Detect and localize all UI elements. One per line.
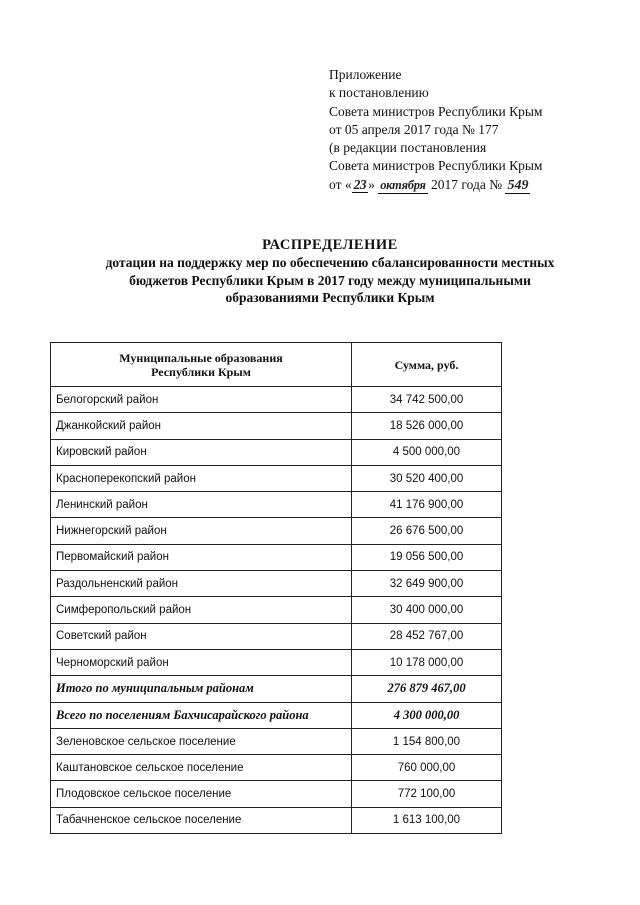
table-row — [51, 755, 502, 781]
municipality-name: Советский район — [51, 623, 352, 649]
subtitle-line: образованиями Республики Крым — [225, 290, 435, 305]
table-row — [51, 623, 502, 649]
municipality-name: Нижнегорский район — [51, 518, 352, 544]
annex-line: к постановлению — [329, 85, 429, 101]
table-row — [51, 676, 502, 702]
table-row — [51, 597, 502, 623]
municipality-name: Симферопольский район — [51, 597, 352, 623]
municipality-name: Красноперекопский район — [51, 465, 352, 491]
annex-date-prefix: от « — [329, 176, 352, 192]
subtitle-line: дотации на поддержку мер по обеспечению сбалансированности местных — [105, 255, 555, 270]
table-row — [51, 439, 502, 465]
table-row — [51, 728, 502, 754]
municipality-name: Каштановское сельское поселение — [51, 755, 352, 781]
table-row — [51, 807, 502, 833]
annex-block — [329, 66, 542, 194]
municipality-name: Раздольненский район — [51, 571, 352, 597]
sum-value: 1 154 800,00 — [352, 728, 502, 754]
sum-value: 32 649 900,00 — [352, 571, 502, 597]
annex-date-year: 2017 года № — [427, 176, 506, 192]
annex-line: Приложение — [329, 67, 402, 82]
sum-value: 4 500 000,00 — [352, 439, 502, 465]
header-municipality-line2: Республики Крым — [151, 364, 251, 379]
table-row — [51, 387, 502, 413]
header-sum: Сумма, руб. — [352, 343, 502, 387]
sum-value: 28 452 767,00 — [352, 623, 502, 649]
handwritten-number: 549 — [507, 177, 529, 193]
sum-value: 4 300 000,00 — [352, 702, 502, 728]
annex-line: от 05 апреля 2017 года № 177 — [329, 121, 499, 137]
table-row — [51, 492, 502, 518]
sum-value: 1 613 100,00 — [352, 807, 502, 833]
table-row — [51, 571, 502, 597]
subtitle-line: бюджетов Республики Крым в 2017 году между муниципальными — [129, 272, 531, 288]
municipality-name: Ленинский район — [51, 492, 352, 518]
annex-line: Совета министров Республики Крым — [329, 103, 543, 119]
sum-value: 18 526 000,00 — [352, 413, 502, 439]
annex-date-mid: » — [368, 176, 379, 192]
sum-value: 26 676 500,00 — [352, 518, 502, 544]
header-municipality-line1: Муниципальные образования — [119, 350, 283, 365]
municipality-name: Черноморский район — [51, 649, 352, 675]
sum-value: 30 400 000,00 — [352, 597, 502, 623]
table-row — [51, 781, 502, 807]
sum-value: 276 879 467,00 — [352, 676, 502, 702]
sum-value: 34 742 500,00 — [352, 387, 502, 413]
municipality-name: Итого по муниципальным районам — [51, 676, 352, 702]
sum-value: 41 176 900,00 — [352, 492, 502, 518]
table-row — [51, 544, 502, 570]
annex-line: Совета министров Республики Крым — [329, 158, 543, 174]
table-row — [51, 465, 502, 491]
municipality-name: Всего по поселениям Бахчисарайского района — [51, 702, 352, 728]
municipality-name: Белогорский район — [51, 387, 352, 413]
handwritten-month: октября — [380, 177, 426, 192]
municipality-name: Кировский район — [51, 439, 352, 465]
annex-date-line — [329, 176, 542, 194]
sum-value: 30 520 400,00 — [352, 465, 502, 491]
sum-value: 10 178 000,00 — [352, 649, 502, 675]
table-row — [51, 413, 502, 439]
municipality-name: Первомайский район — [51, 544, 352, 570]
handwritten-day: 23 — [353, 176, 367, 192]
table-row — [51, 518, 502, 544]
sum-value: 19 056 500,00 — [352, 544, 502, 570]
distribution-table — [50, 342, 502, 834]
table-row — [51, 702, 502, 728]
title-main: РАСПРЕДЕЛЕНИЕ — [262, 237, 398, 253]
table-header-row — [51, 343, 502, 387]
document-title — [40, 236, 620, 307]
municipality-name: Джанкойский район — [51, 413, 352, 439]
table-row — [51, 649, 502, 675]
municipality-name: Плодовское сельское поселение — [51, 781, 352, 807]
header-municipality — [51, 343, 352, 387]
sum-value: 772 100,00 — [352, 781, 502, 807]
table-body — [51, 387, 502, 834]
annex-line: (в редакции постановления — [329, 140, 487, 156]
municipality-name: Зеленовское сельское поселение — [51, 728, 352, 754]
sum-value: 760 000,00 — [352, 755, 502, 781]
municipality-name: Табачненское сельское поселение — [51, 807, 352, 833]
